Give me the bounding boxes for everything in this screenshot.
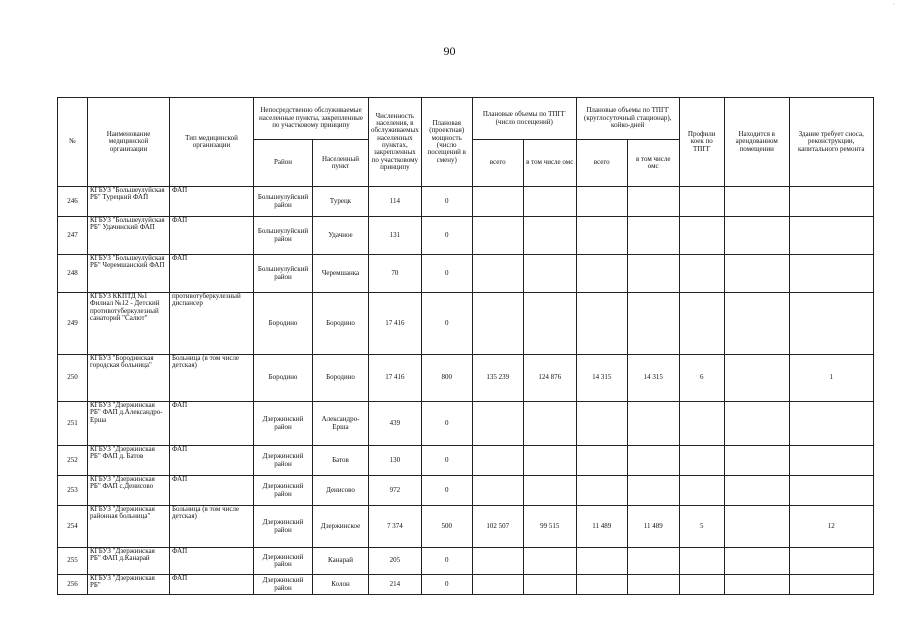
cell-visits-total: [472, 548, 523, 575]
cell-repair: [789, 217, 873, 255]
header-name: Наименование медицинской организации: [88, 98, 170, 187]
cell-org-name: КГБУЗ ККПТД №1 Филиал №12 - Детский противотуберкулезный санаторий "Салют": [88, 293, 170, 355]
cell-leased: [724, 476, 789, 506]
cell-beds-oms: [627, 476, 679, 506]
cell-repair: [789, 402, 873, 446]
cell-profiles: [679, 446, 724, 476]
cell-visits-oms: [523, 217, 576, 255]
cell-district: Дзержинский район: [254, 548, 313, 575]
cell-org-name: КГБУЗ "Дзержинская РБ" ФАП д.Канарай: [88, 548, 170, 575]
cell-org-name: КГБУЗ "Дзержинская РБ": [88, 575, 170, 595]
cell-beds-oms: [627, 575, 679, 595]
cell-row-number: 252: [58, 446, 88, 476]
cell-beds-total: [576, 402, 627, 446]
cell-org-type: ФАП: [170, 255, 254, 293]
cell-beds-oms: [627, 548, 679, 575]
cell-repair: [789, 446, 873, 476]
cell-capacity: 0: [421, 548, 472, 575]
cell-row-number: 246: [58, 187, 88, 217]
table-row: [58, 476, 874, 506]
cell-population: 972: [369, 476, 422, 506]
cell-capacity: 0: [421, 402, 472, 446]
cell-settlement: Черемшанка: [313, 255, 369, 293]
table-row: [58, 506, 874, 548]
cell-settlement: Батов: [313, 446, 369, 476]
cell-population: 7 374: [369, 506, 422, 548]
cell-beds-total: [576, 476, 627, 506]
cell-visits-total: 102 507: [472, 506, 523, 548]
cell-beds-total: [576, 293, 627, 355]
cell-district: Бородино: [254, 355, 313, 402]
cell-row-number: 256: [58, 575, 88, 595]
header-profiles: Профили коек по ТПГГ: [679, 98, 724, 187]
cell-population: 205: [369, 548, 422, 575]
cell-beds-oms: [627, 217, 679, 255]
header-visits-total: всего: [472, 140, 523, 187]
page-number: 90: [443, 44, 456, 58]
header-type: Тип медицинской организации: [170, 98, 254, 187]
table-row: [58, 293, 874, 355]
cell-district: Дзержинский район: [254, 446, 313, 476]
cell-beds-oms: 11 489: [627, 506, 679, 548]
cell-settlement: Денисово: [313, 476, 369, 506]
cell-org-type: ФАП: [170, 446, 254, 476]
cell-district: Большеулуйский район: [254, 217, 313, 255]
cell-capacity: 0: [421, 575, 472, 595]
cell-row-number: 255: [58, 548, 88, 575]
cell-repair: [789, 548, 873, 575]
cell-visits-total: [472, 255, 523, 293]
cell-org-type: ФАП: [170, 402, 254, 446]
corner-mark: ·: [893, 2, 895, 8]
cell-settlement: Удачное: [313, 217, 369, 255]
cell-capacity: 0: [421, 187, 472, 217]
cell-district: Дзержинский район: [254, 575, 313, 595]
cell-district: Дзержинский район: [254, 476, 313, 506]
cell-population: 17 416: [369, 355, 422, 402]
cell-leased: [724, 402, 789, 446]
header-beds-oms: в том числе омс: [627, 140, 679, 187]
cell-visits-oms: [523, 187, 576, 217]
cell-visits-oms: [523, 255, 576, 293]
header-district: Район: [254, 140, 313, 187]
cell-settlement: Бородино: [313, 355, 369, 402]
cell-district: Дзержинский район: [254, 402, 313, 446]
cell-org-type: противотуберкулезный диспансер: [170, 293, 254, 355]
header-population: Численность населения, в обслуживаемых населенных пунктах, закрепленных по участковому принципу: [369, 98, 422, 187]
cell-org-type: ФАП: [170, 575, 254, 595]
cell-repair: [789, 575, 873, 595]
cell-population: 130: [369, 446, 422, 476]
cell-org-name: КГБУЗ "Большеулуйская РБ" Турецкий ФАП: [88, 187, 170, 217]
cell-visits-total: [472, 187, 523, 217]
cell-leased: [724, 187, 789, 217]
cell-row-number: 249: [58, 293, 88, 355]
table-row: [58, 187, 874, 217]
cell-district: Большеулуйский район: [254, 255, 313, 293]
cell-leased: [724, 355, 789, 402]
cell-org-name: КГБУЗ "Дзержинская РБ" ФАП с.Денисово: [88, 476, 170, 506]
cell-profiles: [679, 217, 724, 255]
cell-org-type: ФАП: [170, 217, 254, 255]
cell-repair: [789, 187, 873, 217]
cell-beds-oms: 14 315: [627, 355, 679, 402]
cell-org-type: Больница (в том числе детская): [170, 355, 254, 402]
header-visits-oms: в том числе омс: [523, 140, 576, 187]
cell-beds-total: [576, 575, 627, 595]
cell-district: Бородино: [254, 293, 313, 355]
cell-settlement: Турецк: [313, 187, 369, 217]
cell-org-name: КГБУЗ "Бородинская городская больница": [88, 355, 170, 402]
cell-org-name: КГБУЗ "Дзержинская РБ" ФАП д. Батов: [88, 446, 170, 476]
cell-visits-oms: [523, 293, 576, 355]
cell-visits-oms: [523, 446, 576, 476]
table-row: [58, 575, 874, 595]
cell-population: 439: [369, 402, 422, 446]
cell-profiles: [679, 293, 724, 355]
cell-visits-oms: 124 876: [523, 355, 576, 402]
cell-leased: [724, 548, 789, 575]
cell-population: 114: [369, 187, 422, 217]
table-row: [58, 548, 874, 575]
cell-beds-total: 14 315: [576, 355, 627, 402]
cell-row-number: 248: [58, 255, 88, 293]
cell-settlement: Бородино: [313, 293, 369, 355]
cell-visits-total: [472, 446, 523, 476]
cell-leased: [724, 446, 789, 476]
header-leased: Находится в арендованном помещении: [724, 98, 789, 187]
table-body: [58, 187, 874, 595]
cell-row-number: 251: [58, 402, 88, 446]
cell-profiles: 6: [679, 355, 724, 402]
cell-visits-total: [472, 293, 523, 355]
cell-beds-total: [576, 446, 627, 476]
cell-visits-total: [472, 402, 523, 446]
cell-capacity: 0: [421, 217, 472, 255]
cell-population: 214: [369, 575, 422, 595]
cell-beds-oms: [627, 446, 679, 476]
cell-profiles: [679, 476, 724, 506]
cell-settlement: Дзержинское: [313, 506, 369, 548]
cell-capacity: 800: [421, 355, 472, 402]
cell-org-name: КГБУЗ "Дзержинская РБ" ФАП д.Александро-Ерша: [88, 402, 170, 446]
cell-beds-oms: [627, 255, 679, 293]
cell-beds-total: [576, 255, 627, 293]
header-settlements-group: Непосредственно обслуживаемые населенные пункты, закрепленные по участковому принципу: [254, 98, 369, 140]
header-visits-group: Плановые объемы по ТПГГ (число посещений): [472, 98, 576, 140]
cell-beds-oms: [627, 402, 679, 446]
cell-visits-oms: [523, 476, 576, 506]
cell-leased: [724, 255, 789, 293]
cell-profiles: [679, 575, 724, 595]
table-row: [58, 217, 874, 255]
cell-org-name: КГБУЗ "Большеулуйская РБ" Черемшанский ФАП: [88, 255, 170, 293]
cell-org-type: ФАП: [170, 476, 254, 506]
cell-population: 70: [369, 255, 422, 293]
cell-beds-total: [576, 187, 627, 217]
cell-beds-oms: [627, 293, 679, 355]
header-beds-total: всего: [576, 140, 627, 187]
cell-org-type: Больница (в том числе детская): [170, 506, 254, 548]
cell-row-number: 253: [58, 476, 88, 506]
cell-row-number: 247: [58, 217, 88, 255]
cell-profiles: [679, 187, 724, 217]
cell-beds-oms: [627, 187, 679, 217]
header-no: №: [58, 98, 88, 187]
header-capacity: Плановая (проектная) мощность (число посещений в смену): [421, 98, 472, 187]
table-row: [58, 402, 874, 446]
cell-repair: [789, 255, 873, 293]
cell-profiles: 5: [679, 506, 724, 548]
cell-leased: [724, 293, 789, 355]
cell-visits-oms: [523, 575, 576, 595]
cell-leased: [724, 217, 789, 255]
cell-visits-total: [472, 575, 523, 595]
cell-beds-total: [576, 548, 627, 575]
cell-capacity: 0: [421, 255, 472, 293]
cell-district: Дзержинский район: [254, 506, 313, 548]
cell-visits-oms: [523, 548, 576, 575]
cell-row-number: 250: [58, 355, 88, 402]
cell-profiles: [679, 255, 724, 293]
table-header: [58, 98, 874, 187]
cell-visits-oms: 99 515: [523, 506, 576, 548]
table-row: [58, 355, 874, 402]
cell-repair: 12: [789, 506, 873, 548]
cell-org-name: КГБУЗ "Дзержинская районная больница": [88, 506, 170, 548]
cell-org-type: ФАП: [170, 548, 254, 575]
cell-profiles: [679, 548, 724, 575]
cell-leased: [724, 506, 789, 548]
cell-district: Большеулуйский район: [254, 187, 313, 217]
cell-settlement: Канарай: [313, 548, 369, 575]
cell-profiles: [679, 402, 724, 446]
cell-population: 131: [369, 217, 422, 255]
facilities-table: [57, 97, 874, 595]
cell-population: 17 416: [369, 293, 422, 355]
cell-beds-total: 11 489: [576, 506, 627, 548]
cell-visits-total: [472, 476, 523, 506]
cell-repair: [789, 293, 873, 355]
cell-capacity: 0: [421, 293, 472, 355]
cell-beds-total: [576, 217, 627, 255]
cell-row-number: 254: [58, 506, 88, 548]
cell-settlement: Колон: [313, 575, 369, 595]
cell-visits-total: 135 239: [472, 355, 523, 402]
cell-visits-total: [472, 217, 523, 255]
table-row: [58, 446, 874, 476]
cell-capacity: 0: [421, 446, 472, 476]
cell-capacity: 0: [421, 476, 472, 506]
table-row: [58, 255, 874, 293]
cell-capacity: 500: [421, 506, 472, 548]
header-settlement: Населенный пункт: [313, 140, 369, 187]
cell-repair: [789, 476, 873, 506]
header-beds-group: Плановые объемы по ТПГГ (круглосуточный стационар), койко-дней: [576, 98, 679, 140]
header-repair: Здание требует сноса, реконструкции, капитального ремонта: [789, 98, 873, 187]
cell-repair: 1: [789, 355, 873, 402]
cell-visits-oms: [523, 402, 576, 446]
cell-settlement: Александро-Ерша: [313, 402, 369, 446]
cell-leased: [724, 575, 789, 595]
cell-org-name: КГБУЗ "Большеулуйская РБ" Удачинский ФАП: [88, 217, 170, 255]
cell-org-type: ФАП: [170, 187, 254, 217]
